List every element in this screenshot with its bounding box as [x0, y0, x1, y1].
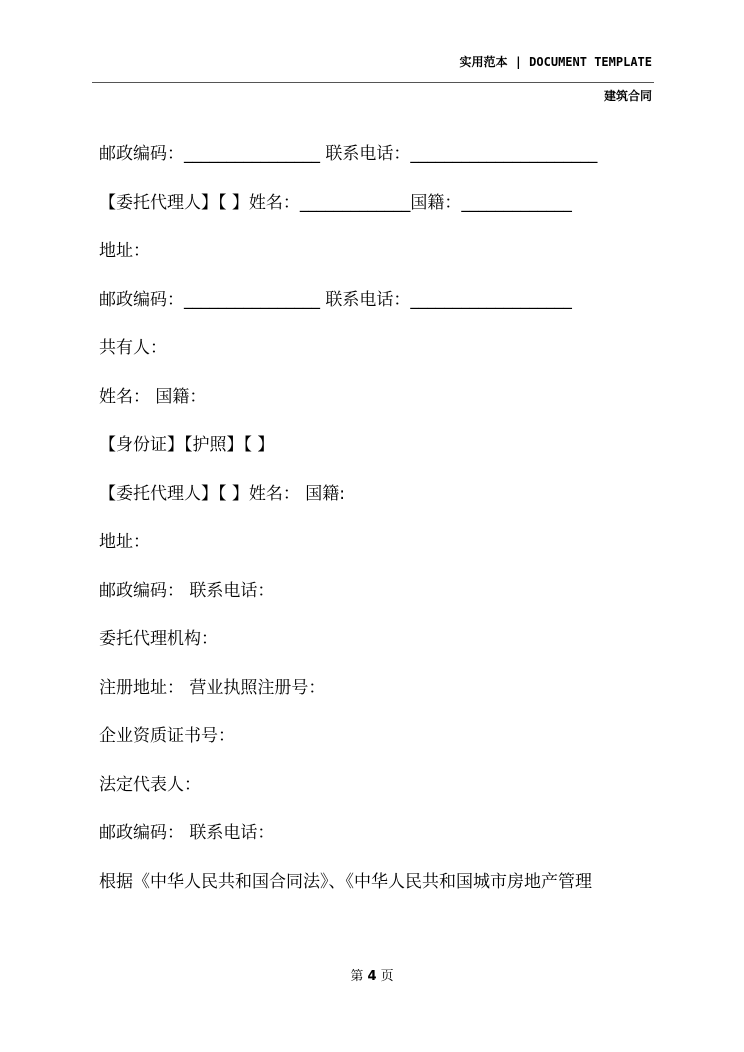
text-line-agent-name-nationality-1: 【委托代理人】【 】姓名：_____________国籍：_____________ — [99, 192, 572, 213]
text-line-agent-name-nationality-2: 【委托代理人】【 】姓名： 国籍: — [99, 483, 346, 504]
text-line-postal-phone-3: 邮政编码： 联系电话： — [99, 580, 275, 601]
header-divider — [92, 82, 654, 83]
text-line-legal-basis: 根据《中华人民共和国合同法》、《中华人民共和国城市房地产管理 — [99, 871, 592, 892]
footer-suffix: 页 — [380, 969, 394, 984]
text-line-co-owner: 共有人： — [99, 338, 167, 358]
footer-prefix: 第 — [350, 969, 364, 984]
text-line-id-passport: 【身份证】【护照】【 】 — [99, 435, 275, 455]
text-line-postal-phone-4: 邮政编码： 联系电话： — [99, 823, 275, 843]
document-body — [99, 140, 659, 916]
text-line-legal-representative: 法定代表人： — [99, 774, 201, 795]
header-document-template-label: 实用范本 | DOCUMENT TEMPLATE — [459, 55, 652, 69]
text-line-address-1: 地址： — [99, 241, 150, 261]
text-line-registered-address: 注册地址： 营业执照注册号： — [99, 677, 326, 698]
text-line-address-2: 地址： — [99, 532, 150, 552]
text-line-postal-phone-2: 邮政编码：________________ 联系电话：___________________ — [99, 289, 572, 310]
text-line-agency: 委托代理机构： — [99, 629, 218, 649]
text-line-qualification-cert: 企业资质证书号： — [99, 726, 235, 746]
page-number: 4 — [367, 969, 377, 984]
page-footer — [0, 965, 744, 984]
text-line-name-nationality: 姓名： 国籍： — [99, 386, 207, 407]
header-document-category: 建筑合同 — [603, 89, 652, 103]
text-line-postal-phone-1: 邮政编码：________________ 联系电话：______________________ — [99, 144, 598, 164]
